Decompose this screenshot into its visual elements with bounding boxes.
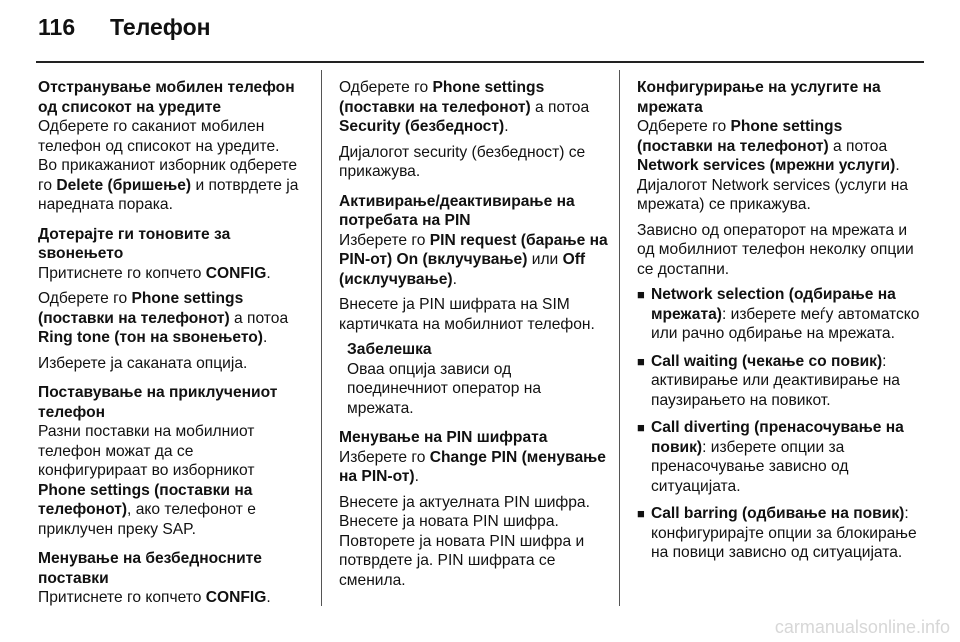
note-title: Забелешка (347, 341, 432, 358)
menu-option: Phone settings (поставки на телефонот) (38, 290, 244, 327)
page-header (38, 14, 211, 41)
paragraph: Изберете го PIN request (барање на PIN-от) On (вклучување) или Off (исклучување). (339, 231, 608, 288)
paragraph: Зависно од операторот на мрежата и од мобилниот телефон неколку опции се достапни. (637, 221, 914, 278)
section-connected-phone (38, 383, 300, 539)
paragraph: Одберете го саканиот мобилен телефон од списокот на уредите. Во прикажаниот изборник одберете го Delete (бришење) и потврдете ја наредната порака. (38, 118, 299, 213)
paragraph: Разни поставки на мобилниот телефон можат да се конфигурираат во изборникот Phone settings (поставки на телефонот), ако телефонот е приклучен преку SAP. (38, 423, 256, 538)
note-text: Оваа опција зависи од поединечниот оператор на мрежата. (347, 360, 541, 417)
list-item: ■ Network selection (одбирање на мрежата): изберете меѓу автоматско или рачно одбирање на мрежата. (637, 285, 922, 344)
paragraph: Внесете ја актуелната PIN шифра. Внесете ја новата PIN шифра. Повторете ја новата PIN шифра и потврдете ја. PIN шифрата се сменила. (339, 493, 590, 589)
section-title: Поставување на приклучениот телефон (38, 384, 278, 421)
paragraph: Дијалогот security (безбедност) се прикажува. (339, 143, 586, 180)
page-title: Телефон (110, 14, 211, 40)
menu-option: Change PIN (менување на PIN-от) (339, 448, 606, 485)
section-title: Менување на PIN шифрата (339, 429, 548, 446)
list-item: ■ Call barring (одбивање на повик): конфигурирајте опции за блокирање на повици зависно од ситуацијата. (637, 504, 922, 563)
section-title: Отстранување мобилен телефон од списокот на уредите (38, 79, 295, 116)
section-pin-request (339, 192, 609, 419)
button-name: CONFIG (205, 264, 267, 282)
section-remove-phone (38, 78, 300, 215)
paragraph: Изберете го Change PIN (менување на PIN-от). (339, 448, 606, 485)
paragraph: Одберете го Phone settings (поставки на телефонот) а потоа Ring tone (тон на ѕвонењето). (38, 290, 289, 346)
menu-option: Ring tone (тон на ѕвонењето) (38, 329, 263, 346)
list-item: ■ Call waiting (чекање со повик): активирање или деактивирање на паузирањето на повикот. (637, 352, 922, 411)
paragraph: Одберете го Phone settings (поставки на телефонот) а потоа Network services (мрежни услуги). Дијалогот Network services (услуги на мрежата) се прикажува. (637, 118, 909, 213)
page-number: 116 (38, 14, 76, 40)
section-title: Менување на безбедносните поставки (38, 550, 262, 587)
section-ring-tones (38, 225, 300, 374)
column-divider (619, 70, 620, 606)
paragraph: Притиснете го копчето CONFIG. (38, 589, 271, 606)
section-title: Активирање/деактивирање на потребата на PIN (339, 192, 575, 229)
paragraph: Изберете ја саканата опција. (38, 354, 248, 372)
column-2 (339, 78, 609, 600)
column-3 (637, 78, 922, 571)
section-title: Дотерајте ги тоновите за ѕвонењето (38, 225, 231, 262)
column-1 (38, 78, 300, 618)
menu-option: Phone settings (поставки на телефонот) (339, 79, 545, 116)
list-item: ■ Call diverting (пренасочување на повик): изберете опции за пренасочување зависно од ситуацијата. (637, 418, 922, 496)
menu-option: Phone settings (поставки на телефонот) (637, 118, 843, 155)
paragraph: Притиснете го копчето CONFIG. (38, 264, 271, 282)
menu-option: Network services (мрежни услуги) (637, 157, 896, 174)
section-change-pin (339, 428, 609, 590)
menu-option: Off (исклучување) (339, 251, 586, 288)
network-services-list (637, 285, 922, 563)
header-rule (36, 61, 924, 63)
watermark: carmanualsonline.info (774, 617, 950, 637)
menu-option: Delete (бришење) (56, 176, 192, 194)
paragraph: Внесете ја PIN шифрата на SIM картичката на мобилниот телефон. (339, 296, 595, 333)
paragraph: Одберете го Phone settings (поставки на телефонот) а потоа Security (безбедност). (339, 79, 590, 135)
section-security-settings (38, 549, 300, 608)
column-divider (321, 70, 322, 606)
note-box (339, 340, 609, 418)
menu-option: PIN request (барање на PIN-от) On (вклучување) (339, 231, 608, 268)
button-name: CONFIG (205, 589, 267, 606)
menu-option: Phone settings (поставки на телефонот) (38, 481, 253, 518)
menu-option: Security (безбедност) (339, 118, 505, 135)
section-title: Конфигурирање на услугите на мрежата (637, 79, 881, 116)
